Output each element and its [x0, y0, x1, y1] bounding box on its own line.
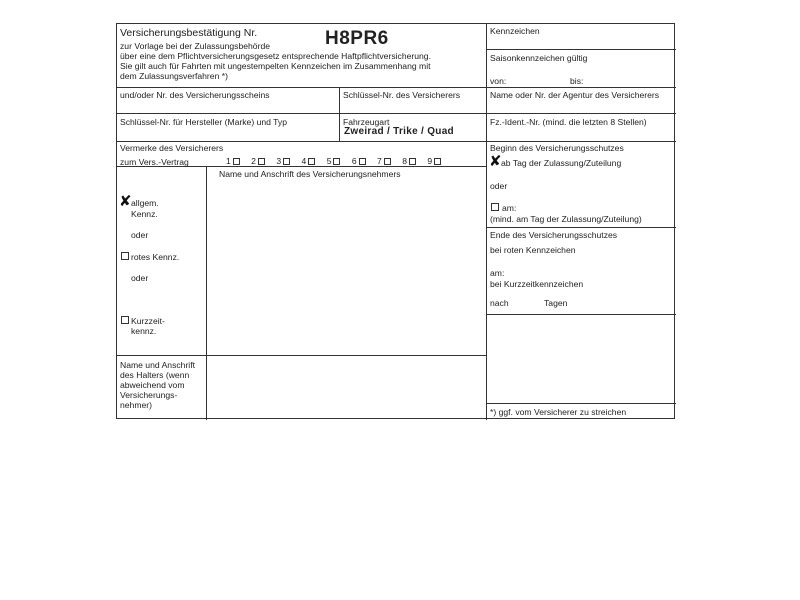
checkbox-rotes-kennz[interactable] — [121, 252, 129, 260]
divider-right-4 — [486, 403, 676, 404]
label-halter-5: nehmer) — [120, 400, 152, 410]
label-kennzeichen: Kennzeichen — [490, 26, 540, 36]
label-halter-3: abweichend vom — [120, 380, 185, 390]
divider-row-1 — [117, 87, 676, 88]
label-nach: nach — [490, 298, 509, 308]
checkbox-3 — [283, 158, 290, 165]
option-1[interactable]: 1 — [226, 156, 240, 166]
checkbox-4 — [308, 158, 315, 165]
label-fahrzeugart: Fahrzeugart — [343, 117, 390, 127]
label-saisonkennzeichen: Saisonkennzeichen gültig — [490, 53, 588, 63]
label-bei-kurzzeit: bei Kurzzeitkennzeichen — [490, 279, 584, 289]
option-9[interactable]: 9 — [427, 156, 441, 166]
label-zum-vertrag: zum Vers.-Vertrag — [120, 157, 189, 167]
label-halter-2: des Halters (wenn — [120, 370, 190, 380]
label-kennz: Kennz. — [131, 209, 158, 219]
label-am-ende: am: — [490, 268, 505, 278]
label-bei-roten: bei roten Kennzeichen — [490, 245, 576, 255]
insurance-confirmation-form — [116, 23, 675, 419]
label-ende: Ende des Versicherungsschutzes — [490, 230, 618, 240]
label-beginn: Beginn des Versicherungsschutzes — [490, 143, 624, 153]
label-rotes-kennz: rotes Kennz. — [131, 252, 180, 262]
label-versicherungsschein: und/oder Nr. des Versicherungsscheins — [120, 90, 270, 100]
label-ab-tag: ab Tag der Zulassung/Zuteilung — [501, 158, 622, 168]
label-schluessel-hersteller: Schlüssel-Nr. für Hersteller (Marke) und Typ — [120, 117, 287, 127]
option-2[interactable]: 2 — [251, 156, 265, 166]
label-halter-1: Name und Anschrift — [120, 360, 195, 370]
label-bis: bis: — [570, 76, 584, 86]
label-oder-beginn: oder — [490, 181, 508, 191]
divider-left-column — [206, 166, 207, 420]
divider-row-2 — [117, 113, 676, 114]
option-6[interactable]: 6 — [352, 156, 366, 166]
divider-mid-vertical — [339, 87, 340, 141]
label-am: am: — [502, 203, 517, 213]
form-title: Versicherungsbestätigung Nr. — [120, 27, 258, 39]
divider-row-3 — [117, 141, 676, 142]
checkbox-am[interactable] — [491, 203, 499, 211]
header-line-4: dem Zulassungsverfahren *) — [120, 71, 228, 81]
header-line-2: über eine dem Pflichtversicherungsgesetz entsprechende Haftpflichtversicherung. — [120, 51, 431, 61]
check-mark-icon: ✘ — [489, 153, 502, 170]
option-5[interactable]: 5 — [327, 156, 341, 166]
checkbox-9 — [434, 158, 441, 165]
label-fz-ident: Fz.-Ident.-Nr. (mind. die letzten 8 Stellen) — [490, 117, 647, 127]
label-kurzzeit-kennz: kennz. — [131, 326, 157, 336]
label-oder-1: oder — [131, 230, 149, 240]
checkbox-2 — [258, 158, 265, 165]
checkbox-kurzzeit[interactable] — [121, 316, 129, 324]
header-line-3: Sie gilt auch für Fahrten mit ungestempelten Kennzeichen im Zusammenhang mit — [120, 61, 431, 71]
label-vermerke: Vermerke des Versicherers — [120, 143, 224, 153]
checkbox-5 — [333, 158, 340, 165]
header-line-1: zur Vorlage bei der Zulassungsbehörde — [120, 41, 271, 51]
checkbox-7 — [384, 158, 391, 165]
footnote: *) ggf. vom Versicherer zu streichen — [490, 407, 627, 417]
option-4[interactable]: 4 — [302, 156, 316, 166]
vertrag-number-options — [226, 156, 441, 166]
label-versicherungsnehmer: Name und Anschrift des Versicherungsnehmers — [219, 169, 401, 179]
divider-halter-top — [117, 355, 486, 356]
label-allgem: allgem. — [131, 198, 159, 208]
check-mark-icon: ✘ — [119, 193, 132, 210]
label-agentur: Name oder Nr. der Agentur des Versicherers — [490, 90, 660, 100]
option-8[interactable]: 8 — [402, 156, 416, 166]
checkbox-6 — [359, 158, 366, 165]
label-kurzzeit: Kurzzeit- — [131, 316, 165, 326]
divider-right-1 — [486, 49, 676, 50]
divider-right-2 — [486, 227, 676, 228]
divider-right-3 — [486, 314, 676, 315]
fahrzeugart-value: Zweirad / Trike / Quad — [344, 126, 454, 137]
label-schluessel-versicherer: Schlüssel-Nr. des Versicherers — [343, 90, 461, 100]
checkbox-1 — [233, 158, 240, 165]
divider-main-vertical — [486, 24, 487, 420]
checkbox-8 — [409, 158, 416, 165]
label-halter-4: Versicherungs- — [120, 390, 178, 400]
confirmation-number: H8PR6 — [325, 28, 389, 49]
label-oder-2: oder — [131, 273, 149, 283]
label-mind-am: (mind. am Tag der Zulassung/Zuteilung) — [490, 214, 642, 224]
option-7[interactable]: 7 — [377, 156, 391, 166]
option-3[interactable]: 3 — [276, 156, 290, 166]
label-von: von: — [490, 76, 507, 86]
label-tagen: Tagen — [544, 298, 568, 308]
